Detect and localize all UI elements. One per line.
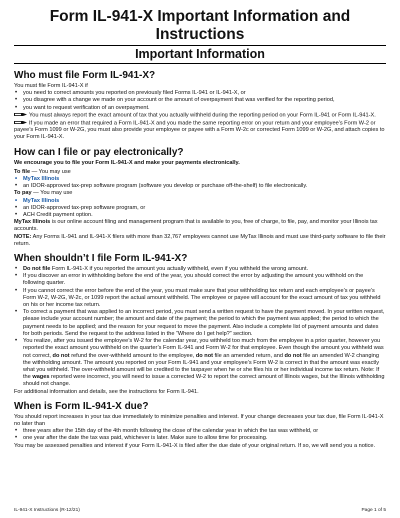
who-note-2: If you made an error that required a Form IL-941-X and you made the same reporting error on your return and your employee’s Form W-2 or payee’s Form 1099 or W-2G, you must also provide your employee or payee with a Form W-2c or corrected Form 1099 or W-2G, and attach copies to your Form IL-941-X. xyxy=(14,120,385,141)
how-encourage: We encourage you to file your Form IL-941-X and make your payments electronically. xyxy=(14,159,240,166)
page-number: Page 1 of 5 xyxy=(361,508,386,513)
list-item: • To correct a payment that was applied to an incorrect period, you must send a written request to have the payment moved. In your written request, please include your account number; the amount and date of the payment; the period to which the payment was applied; the period to which the payment needs to be applied; and the reason for your request to move the payment. Also include a complete list of payment amounts and dates for both periods. Send the request to the address listed in the “Where do I get help?” section. xyxy=(14,309,386,338)
file-intro: To file — You may use xyxy=(14,168,71,175)
employee-limit-note: NOTE: Any Forms IL-941 and IL-941-X filers with more than 32,767 employees cannot use MyTax Illinois and must use third-party software to file their return. xyxy=(14,233,386,247)
instructions-page xyxy=(14,8,386,450)
shouldnt-closing: For additional information and details, see the instructions for Form IL-941. xyxy=(14,388,199,395)
pointing-pen-icon xyxy=(14,120,27,125)
list-item: • you need to correct amounts you reported on previously filed Forms IL-941 or IL-941-X, or xyxy=(14,90,386,97)
who-intro: You must file Form IL-941-X if xyxy=(14,83,88,89)
page-subtitle: Important Information xyxy=(135,47,265,61)
who-list xyxy=(14,90,386,112)
list-item: • three years after the 15th day of the 4th month following the close of the calendar year in which the tax was withheld, or xyxy=(14,428,386,435)
due-penalty-note: You may be assessed penalties and interest if your Form IL-941-X is filed after the due date of your original return. If so, we will send you a notice. xyxy=(14,442,376,449)
who-note-1: You must always report the exact amount of tax that you actually withheld during the reporting period on your Form IL-941 or Form IL-941-X. xyxy=(14,112,386,120)
mytax-link-file[interactable]: • MyTax Illinois xyxy=(14,176,386,183)
pay-intro: To pay — You may use xyxy=(14,190,73,197)
who-heading: Who must file Form IL-941-X? xyxy=(14,70,156,81)
list-item: • If you cannot correct the error before the end of the year, you must make sure that your withholding tax return and each employee’s or payee’s Form W-2, W-2G, W-2c, or 1099 report the actual amount withheld. The employee or payee will account for the exact amount of tax you withheld on his or her income tax return. xyxy=(14,288,386,310)
form-revision: IL-941-X Instructions (R-12/21) xyxy=(14,508,80,513)
shouldnt-heading: When shouldn’t I file Form IL-941-X? xyxy=(14,253,188,265)
list-item: • an IDOR-approved tax-prep software program, or xyxy=(14,205,386,212)
how-heading: How can I file or pay electronically? xyxy=(14,146,184,158)
due-list xyxy=(14,428,386,442)
list-item: • Do not file Form IL-941-X if you reported the amount you actually withheld, even if you withheld the wrong amount. xyxy=(14,266,386,273)
shouldnt-list xyxy=(14,266,386,388)
list-item: • If you discover an error in withholding before the end of the year, you should correct the error by adjusting the amount you withhold on the following quarter. xyxy=(14,273,386,287)
due-heading: When is Form IL-941-X due? xyxy=(14,400,149,412)
file-options xyxy=(14,176,386,190)
list-item: • an IDOR-approved tax-prep software program (software you develop or purchase off-the-shelf) to file electronically. xyxy=(14,183,386,190)
list-item: • ACH Credit payment option. xyxy=(14,212,386,219)
due-intro: You should report increases in your tax due immediately to minimize penalties and interest. If your change decreases your tax due, file Form IL-941-X no later than xyxy=(14,413,384,427)
mytax-description: MyTax Illinois is our online account filing and management program that is available to you, free of charge, to file, pay, and monitor your Illinois tax accounts. xyxy=(14,219,378,233)
list-item: • you disagree with a change we made on your account or the amount of overpayment that was verified for the reporting period, xyxy=(14,97,386,104)
list-item: • You realize, after you issued the employee’s W-2 for the calendar year, you withheld too much from the employee in a prior quarter, however you reported the exact amount you withheld on the quarter’s Form IL-941 and Form W-2 for that employee. Even though the amount you withheld was not correct, do not refund the over-withheld amount to the employee, do not file an amended return, and do not file an amended W-2 changing the withholding amount. The amount you reported on your Form IL-941 and your employee’s Form W-2 is correct in that the amount was exactly what you withheld. The over-withheld amount will be credited to the taxpayer when he or she files his or her individual income tax return. Note: If the wages reported were incorrect, you will need to issue a corrected W-2 to report the correct amount of Illinois wages, but the Illinois withholding should not change. xyxy=(14,338,386,388)
mytax-link-pay[interactable]: • MyTax Illinois xyxy=(14,198,386,205)
pointing-pen-icon xyxy=(14,112,27,117)
pay-options xyxy=(14,198,386,220)
list-item: • you want to request verification of an overpayment. xyxy=(14,105,386,112)
page-title: Form IL-941-X Important Information and Instructions xyxy=(49,8,351,43)
page-footer xyxy=(14,508,386,513)
list-item: • one year after the date the tax was paid, whichever is later. Make sure to allow time for processing. xyxy=(14,435,386,442)
subtitle-divider xyxy=(14,63,386,64)
